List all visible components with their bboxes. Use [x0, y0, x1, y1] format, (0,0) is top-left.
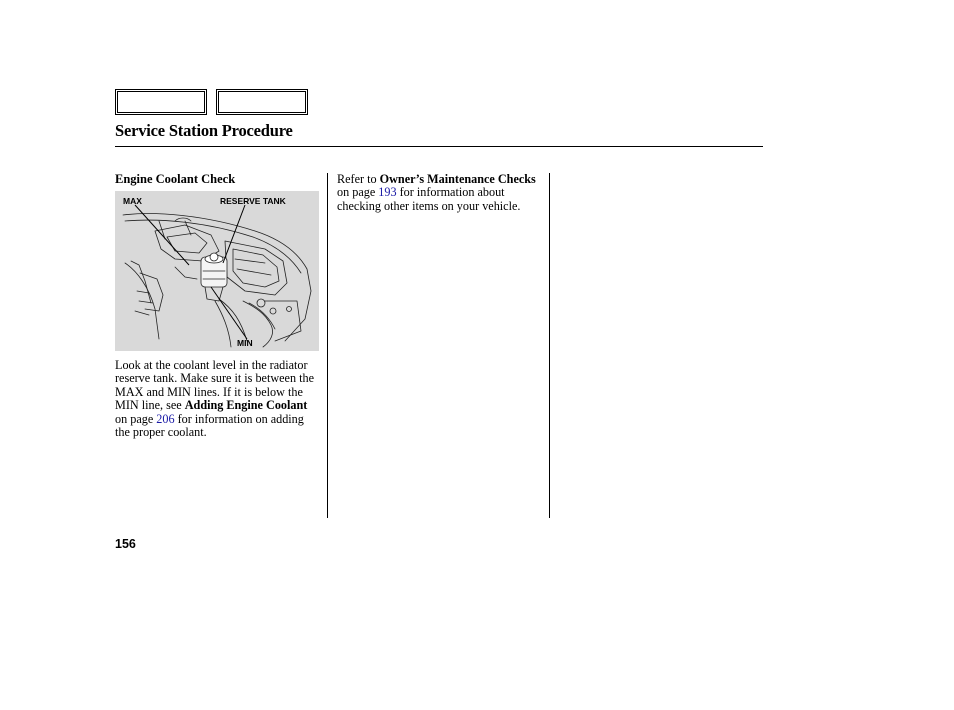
column-divider-right	[549, 173, 550, 518]
nav-tab-index[interactable]	[216, 89, 308, 115]
nav-tab-contents[interactable]	[115, 89, 207, 115]
callout-min: MIN	[237, 338, 253, 348]
section-heading: Engine Coolant Check	[115, 172, 236, 186]
callout-reserve-tank: RESERVE TANK	[220, 196, 286, 206]
page-title: Service Station Procedure	[115, 121, 293, 140]
cross-reference-title: Owner’s Maintenance Checks	[379, 172, 536, 186]
page-link-193[interactable]: 193	[378, 185, 397, 200]
maintenance-reference-paragraph: Refer to Owner’s Maintenance Checks on page 193 for information about checking other items on your vehicle.	[337, 172, 536, 213]
callout-max: MAX	[123, 196, 142, 206]
page-number: 156	[115, 537, 136, 551]
cross-reference-title: Adding Engine Coolant	[184, 398, 308, 413]
title-rule	[115, 146, 763, 147]
page-link-206[interactable]: 206	[156, 411, 175, 426]
coolant-check-paragraph: Look at the coolant level in the radiator reserve tank. Make sure it is between the MAX and MIN lines. If it is below the MIN line, see Adding Engine Coolant on page 206 for information on adding the proper coolant.	[115, 358, 314, 440]
column-divider-left	[327, 173, 328, 518]
coolant-reserve-tank-illustration	[115, 191, 319, 351]
engine-bay-drawing	[115, 191, 319, 351]
